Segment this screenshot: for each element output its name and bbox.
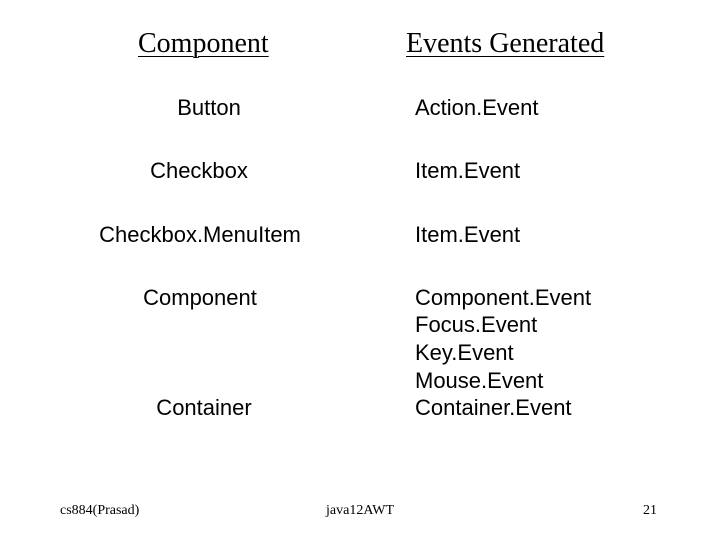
event-name: Focus.Event — [415, 312, 538, 337]
component-name: Checkbox.MenuItem — [99, 222, 301, 247]
event-name: Action.Event — [415, 95, 539, 120]
slide-number: 21 — [643, 503, 657, 518]
component-name: Checkbox — [150, 158, 248, 183]
event-name: Mouse.Event — [415, 368, 544, 393]
footer-author: cs884(Prasad) — [60, 503, 140, 518]
component-name: Component — [143, 285, 257, 310]
component-column-header: Component — [138, 28, 269, 59]
event-name: Container.Event — [415, 395, 572, 420]
event-name: Item.Event — [415, 222, 521, 247]
event-name: Item.Event — [415, 158, 521, 183]
footer-title: java12AWT — [326, 503, 395, 518]
component-name: Container — [156, 395, 252, 420]
event-name: Component.Event — [415, 285, 592, 310]
component-name: Button — [177, 95, 241, 120]
events-column-header: Events Generated — [406, 28, 605, 59]
event-name: Key.Event — [415, 340, 514, 365]
